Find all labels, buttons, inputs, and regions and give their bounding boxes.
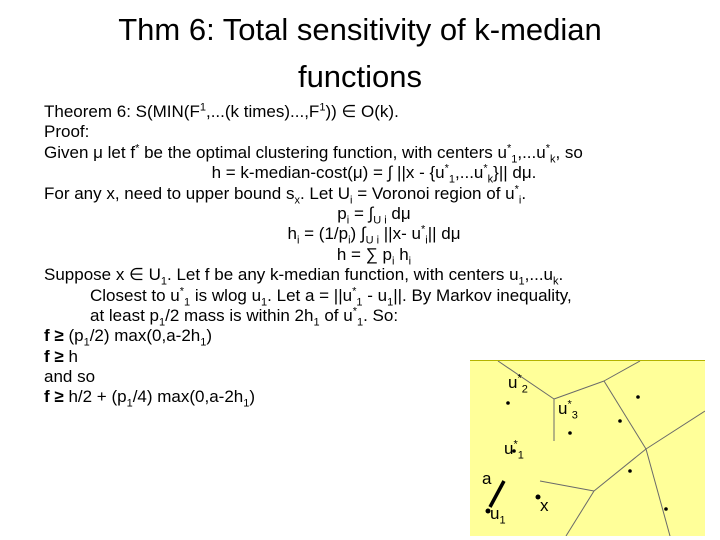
slide-title — [0, 6, 720, 100]
label-u-star-3: $u^*_3$ — [558, 398, 578, 422]
suppose-line: Suppose x ∈ $U_1$. Let f be any k-median function, with centers $u_1,...u_k$. — [44, 265, 564, 288]
voronoi-edge — [594, 449, 646, 491]
voronoi-edge — [646, 411, 705, 449]
label-a: a — [482, 469, 492, 488]
f-bound-1: $f \ge (p_1/2)$ $\max(0,a-2h_1)$ — [44, 326, 213, 349]
center-point — [636, 395, 640, 399]
title-line-2: functions — [297, 59, 423, 94]
h-definition: h = k-median-cost(μ) = ∫ $||x - \{u^*_1,...u^*_k\}||$ dμ. — [211, 162, 537, 186]
label-u-star-1: $u^*_1$ — [504, 438, 524, 462]
pi-equation: $p_i = \int_{U i}$ dμ — [337, 203, 411, 227]
and-so-line: and so — [44, 367, 96, 387]
proof-label: Proof: — [44, 122, 90, 142]
center-point — [628, 469, 632, 473]
closest-line: Closest to $u^*_1$ is wlog $u_1$. Let $a = ||u^*_1 - u_1||$. By Markov inequality, — [90, 284, 572, 308]
center-point — [568, 431, 572, 435]
f-bound-2: f ≥ h — [44, 346, 78, 366]
voronoi-edge — [646, 449, 670, 536]
for-any-line: For any x, need to upper bound $s_x$. Let $U_i$ = Voronoi region of $u^*_i$. — [44, 182, 527, 206]
theorem-statement: Theorem 6: $S(MIN(F^1,...(k$ $times)...,F^1$)) ∈ O(k). — [44, 101, 399, 121]
f-bound-3: $f \ge h/2 + (p_1/4)$ $\max(0,a-2h_1)$ — [44, 387, 256, 410]
voronoi-edge — [566, 491, 594, 536]
h-sum-equation: h = ∑ $p_i$ $h_i$ — [336, 244, 412, 268]
voronoi-edge — [604, 361, 640, 381]
voronoi-edge — [604, 381, 646, 449]
label-u-star-2: $u^*_2$ — [508, 372, 528, 396]
title-line-1: Thm 6: Total sensitivity of k-median — [118, 12, 602, 47]
voronoi-edge — [554, 381, 604, 399]
voronoi-edge — [540, 481, 594, 491]
hi-equation: $h_i = (1/p_i)$ $\int_{U i}$ ||x- $u^*_i||$ dμ — [287, 223, 461, 247]
center-point — [618, 419, 622, 423]
voronoi-diagram — [470, 360, 705, 536]
given-line: Given μ let f* be the optimal clustering function, with centers $u^*_1,...u^*_k$, so — [44, 142, 583, 166]
center-point — [506, 401, 510, 405]
label-x: x — [540, 496, 549, 515]
label-u-1: $u_1$ — [490, 504, 506, 527]
at-least-line: at least $p_1/2$ mass is within $2h_1$ of $u^*_1$. So: — [90, 305, 399, 329]
center-point — [664, 507, 668, 511]
